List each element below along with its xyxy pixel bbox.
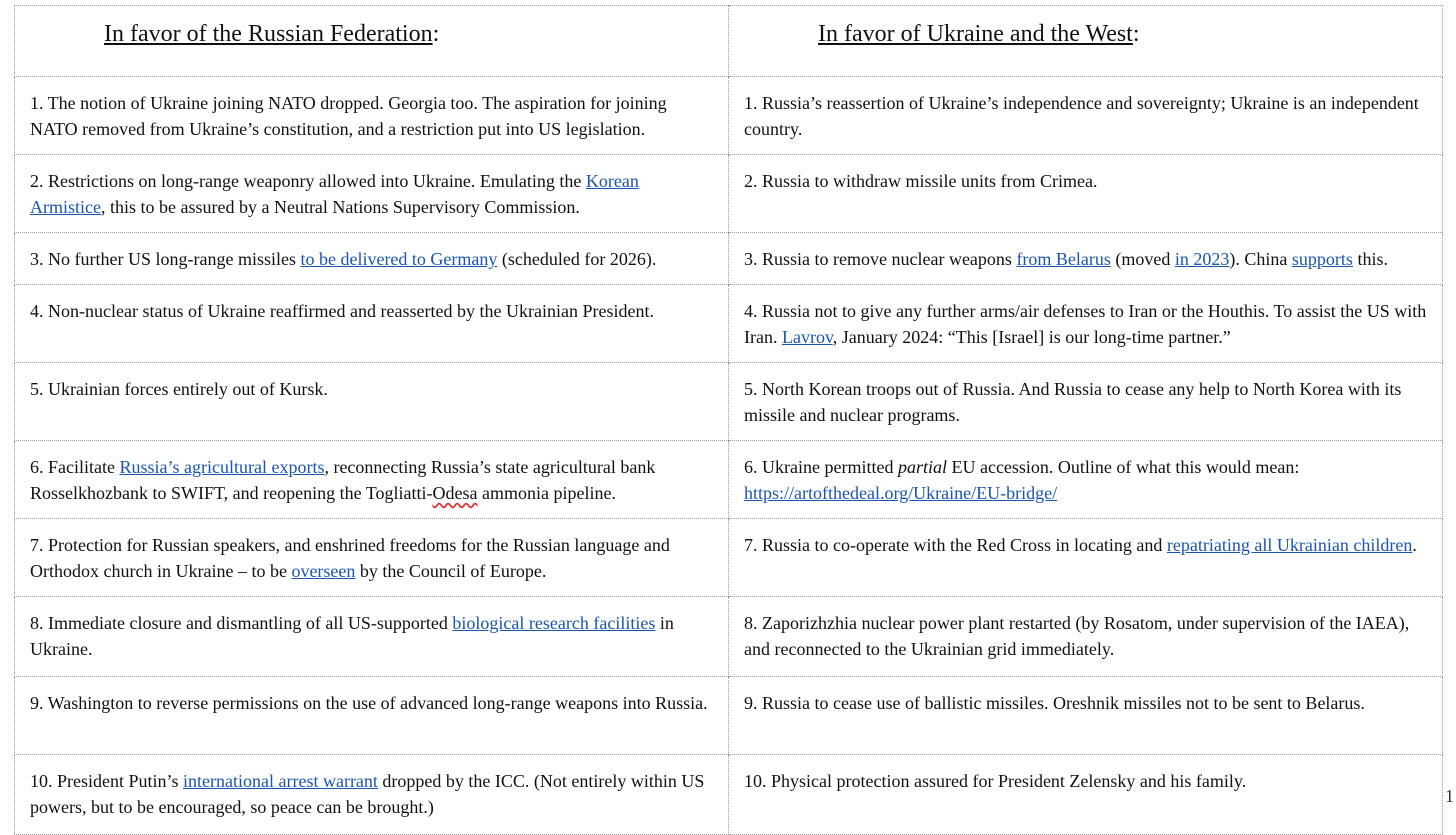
left-item-7: 7. Protection for Russian speakers, and enshrined freedoms for the Russian language and Orthodox church in Ukraine – to be overseen by the Council of Europe.	[15, 519, 729, 597]
left-item-3: 3. No further US long-range missiles to be delivered to Germany (scheduled for 2026).	[15, 233, 729, 285]
left-item-6: 6. Facilitate Russia’s agricultural exports, reconnecting Russia’s state agricultural bank Rosselkhozbank to SWIFT, and reopening the Togliatti-Odesa ammonia pipeline.	[15, 441, 729, 519]
right-item-1: 1. Russia’s reassertion of Ukraine’s independence and sovereignty; Ukraine is an independent country.	[729, 77, 1443, 155]
korean-armistice-link[interactable]: Korean Armistice	[30, 171, 639, 217]
right-header-colon: :	[1132, 21, 1140, 47]
eu-bridge-url-link[interactable]: https://artofthedeal.org/Ukraine/EU-bridge/	[744, 483, 1058, 503]
table-row	[15, 677, 1443, 755]
table-row	[15, 233, 1443, 285]
right-header-title: In favor of Ukraine and the West	[818, 21, 1133, 47]
left-header-title: In favor of the Russian Federation	[104, 21, 433, 47]
table-row	[15, 755, 1443, 835]
right-item-10: 10. Physical protection assured for President Zelensky and his family.	[729, 755, 1443, 835]
table-row	[15, 285, 1443, 363]
table-row	[15, 77, 1443, 155]
table-row	[15, 597, 1443, 677]
table-row	[15, 519, 1443, 597]
lavrov-link[interactable]: Lavrov	[781, 327, 833, 347]
table-row	[15, 441, 1443, 519]
terms-table	[14, 5, 1443, 835]
right-item-7: 7. Russia to co-operate with the Red Cross in locating and repatriating all Ukrainian children.	[729, 519, 1443, 597]
table-row	[15, 363, 1443, 441]
overseen-link[interactable]: overseen	[291, 561, 356, 581]
right-header-cell	[729, 6, 1443, 77]
right-item-6: 6. Ukraine permitted partial EU accession. Outline of what this would mean: https://artofthedeal.org/Ukraine/EU-bridge/	[729, 441, 1443, 519]
left-header-cell	[15, 6, 729, 77]
from-belarus-link[interactable]: from Belarus	[1016, 249, 1111, 269]
spellcheck-word: Odesa	[432, 483, 478, 503]
right-item-3: 3. Russia to remove nuclear weapons from Belarus (moved in 2023). China supports this.	[729, 233, 1443, 285]
left-item-4: 4. Non-nuclear status of Ukraine reaffirmed and reasserted by the Ukrainian President.	[15, 285, 729, 363]
repatriating-children-link[interactable]: repatriating all Ukrainian children	[1166, 535, 1413, 555]
arrest-warrant-link[interactable]: international arrest warrant	[183, 771, 378, 791]
supports-link[interactable]: supports	[1291, 249, 1353, 269]
left-item-10: 10. President Putin’s international arrest warrant dropped by the ICC. (Not entirely within US powers, but to be encouraged, so peace can be brought.)	[15, 755, 729, 835]
right-item-4: 4. Russia not to give any further arms/air defenses to Iran or the Houthis. To assist the US with Iran. Lavrov, January 2024: “This [Israel] is our long-time partner.”	[729, 285, 1443, 363]
left-item-1: 1. The notion of Ukraine joining NATO dropped. Georgia too. The aspiration for joining NATO removed from Ukraine’s constitution, and a restriction put into US legislation.	[15, 77, 729, 155]
table-row	[15, 155, 1443, 233]
agricultural-exports-link[interactable]: Russia’s agricultural exports	[119, 457, 325, 477]
left-item-2: 2. Restrictions on long-range weaponry allowed into Ukraine. Emulating the Korean Armistice, this to be assured by a Neutral Nations Supervisory Commission.	[15, 155, 729, 233]
right-item-5: 5. North Korean troops out of Russia. And Russia to cease any help to North Korea with its missile and nuclear programs.	[729, 363, 1443, 441]
left-item-9: 9. Washington to reverse permissions on the use of advanced long-range weapons into Russia.	[15, 677, 729, 755]
page-number: 1	[1445, 786, 1454, 806]
left-header-colon: :	[432, 21, 440, 47]
in-2023-link[interactable]: in 2023	[1174, 249, 1230, 269]
left-item-5: 5. Ukrainian forces entirely out of Kursk.	[15, 363, 729, 441]
left-item-8: 8. Immediate closure and dismantling of all US-supported biological research facilities in Ukraine.	[15, 597, 729, 677]
right-item-8: 8. Zaporizhzhia nuclear power plant restarted (by Rosatom, under supervision of the IAEA), and reconnected to the Ukrainian grid immediately.	[729, 597, 1443, 677]
right-item-9: 9. Russia to cease use of ballistic missiles. Oreshnik missiles not to be sent to Belarus.	[729, 677, 1443, 755]
right-item-2: 2. Russia to withdraw missile units from Crimea.	[729, 155, 1443, 233]
header-row	[15, 6, 1443, 77]
biological-research-link[interactable]: biological research facilities	[452, 613, 656, 633]
delivered-to-germany-link[interactable]: to be delivered to Germany	[300, 249, 498, 269]
